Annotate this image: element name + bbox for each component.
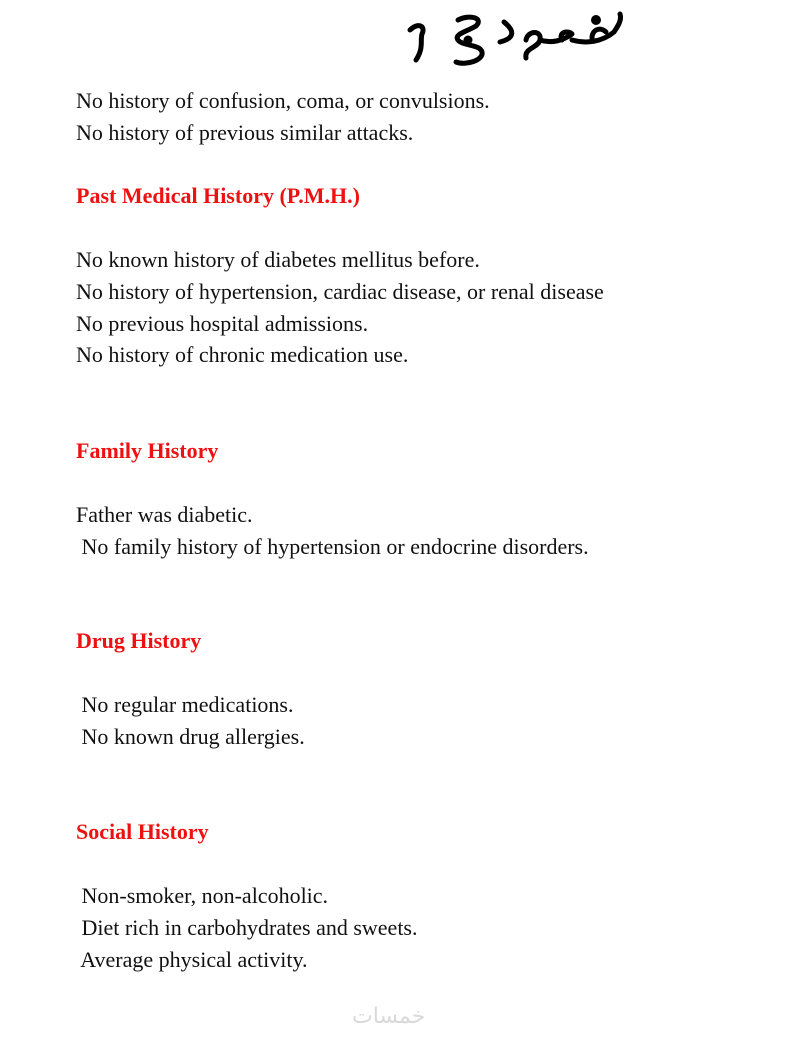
pmh-line-3: No previous hospital admissions.: [76, 311, 369, 336]
drug-heading: Drug History: [76, 628, 202, 653]
social-heading: Social History: [76, 819, 209, 844]
pmh-heading: Past Medical History (P.M.H.): [76, 183, 360, 208]
presenting-line-1: No history of confusion, coma, or convulsions.: [76, 88, 490, 113]
family-line-1: Father was diabetic.: [76, 502, 253, 527]
drug-line-1: No regular medications.: [76, 692, 294, 717]
presenting-line-2: No history of previous similar attacks.: [76, 120, 414, 145]
family-line-2: No family history of hypertension or endocrine disorders.: [76, 534, 589, 559]
social-line-2: Diet rich in carbohydrates and sweets.: [76, 915, 418, 940]
pmh-line-2: No history of hypertension, cardiac disease, or renal disease: [76, 279, 604, 304]
social-line-1: Non-smoker, non-alcoholic.: [76, 883, 329, 908]
handwritten-title: [396, 0, 636, 80]
family-heading: Family History: [76, 438, 219, 463]
watermark: خمسات: [352, 1004, 426, 1029]
pmh-line-4: No history of chronic medication use.: [76, 342, 409, 367]
drug-line-2: No known drug allergies.: [76, 724, 305, 749]
social-line-3: Average physical activity.: [76, 947, 308, 972]
pmh-line-1: No known history of diabetes mellitus before.: [76, 247, 480, 272]
